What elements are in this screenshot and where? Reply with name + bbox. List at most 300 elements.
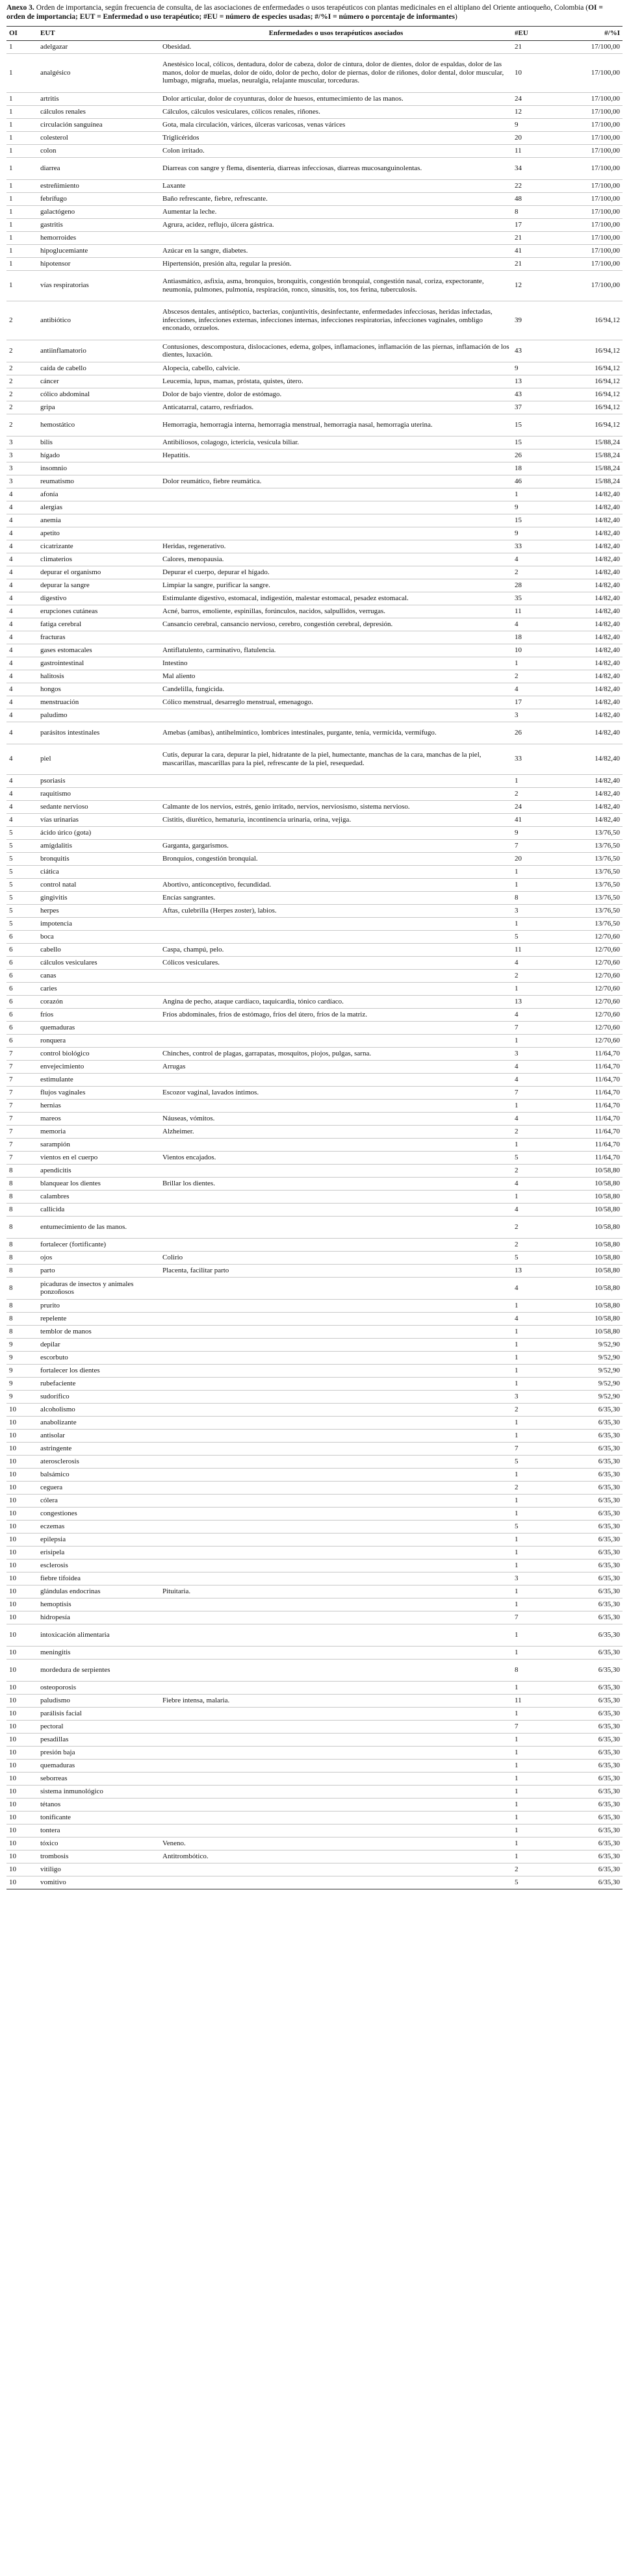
enfermedades-cell: Antiflatulento, carminativo, flatulencia. bbox=[160, 644, 512, 657]
enfermedades-cell bbox=[160, 826, 512, 839]
informantes-cell: 17/100,00 bbox=[576, 157, 623, 179]
enfermedades-cell bbox=[160, 1455, 512, 1468]
oi-cell: 10 bbox=[6, 1455, 38, 1468]
oi-cell: 5 bbox=[6, 904, 38, 917]
eut-cell: callicida bbox=[38, 1203, 160, 1216]
header-eu: #EU bbox=[512, 27, 576, 41]
oi-cell: 1 bbox=[6, 218, 38, 231]
eut-cell: halitosis bbox=[38, 670, 160, 683]
eut-cell: circulación sanguínea bbox=[38, 118, 160, 131]
enfermedades-cell: Intestino bbox=[160, 657, 512, 670]
eut-cell: aterosclerosis bbox=[38, 1455, 160, 1468]
oi-cell: 10 bbox=[6, 1494, 38, 1507]
eu-cell: 3 bbox=[512, 1390, 576, 1403]
informantes-cell: 14/82,40 bbox=[576, 566, 623, 579]
eu-cell: 2 bbox=[512, 670, 576, 683]
eu-cell: 4 bbox=[512, 553, 576, 566]
table-row bbox=[6, 340, 623, 362]
table-row bbox=[6, 1624, 623, 1646]
informantes-cell: 14/82,40 bbox=[576, 618, 623, 631]
eut-cell: depurar la sangre bbox=[38, 579, 160, 592]
informantes-cell: 6/35,30 bbox=[576, 1611, 623, 1624]
eu-cell: 10 bbox=[512, 53, 576, 92]
eut-cell: depurar el organismo bbox=[38, 566, 160, 579]
eut-cell: gastrointestinal bbox=[38, 657, 160, 670]
enfermedades-cell bbox=[160, 1364, 512, 1377]
eu-cell: 33 bbox=[512, 540, 576, 553]
eu-cell: 5 bbox=[512, 1151, 576, 1164]
informantes-cell: 6/35,30 bbox=[576, 1624, 623, 1646]
eut-cell: vitiligo bbox=[38, 1863, 160, 1876]
eu-cell: 1 bbox=[512, 1785, 576, 1798]
eu-cell: 1 bbox=[512, 1468, 576, 1481]
enfermedades-cell bbox=[160, 1442, 512, 1455]
table-row bbox=[6, 878, 623, 891]
informantes-cell: 10/58,80 bbox=[576, 1238, 623, 1251]
eu-cell: 1 bbox=[512, 1325, 576, 1338]
enfermedades-cell: Fiebre intensa, malaria. bbox=[160, 1694, 512, 1707]
oi-cell: 4 bbox=[6, 501, 38, 514]
informantes-cell: 6/35,30 bbox=[576, 1507, 623, 1520]
oi-cell: 8 bbox=[6, 1216, 38, 1238]
eu-cell: 1 bbox=[512, 1798, 576, 1811]
eu-cell: 3 bbox=[512, 709, 576, 722]
oi-cell: 8 bbox=[6, 1277, 38, 1299]
enfermedades-cell bbox=[160, 488, 512, 501]
table-row bbox=[6, 657, 623, 670]
eut-cell: quemaduras bbox=[38, 1021, 160, 1034]
table-row bbox=[6, 501, 623, 514]
enfermedades-cell bbox=[160, 1021, 512, 1034]
oi-cell: 5 bbox=[6, 917, 38, 930]
eu-cell: 7 bbox=[512, 839, 576, 852]
enfermedades-cell bbox=[160, 1238, 512, 1251]
table-row bbox=[6, 1073, 623, 1086]
enfermedades-cell bbox=[160, 1759, 512, 1772]
enfermedades-cell bbox=[160, 1099, 512, 1112]
enfermedades-cell: Bronquios, congestión bronquial. bbox=[160, 852, 512, 865]
enfermedades-cell: Pituitaria. bbox=[160, 1585, 512, 1598]
enfermedades-cell bbox=[160, 1659, 512, 1681]
enfermedades-cell: Triglicéridos bbox=[160, 131, 512, 144]
informantes-cell: 10/58,80 bbox=[576, 1325, 623, 1338]
table-row bbox=[6, 670, 623, 683]
eut-cell: hidropesía bbox=[38, 1611, 160, 1624]
enfermedades-cell: Amebas (amibas), antihelmíntico, lombrices intestinales, purgante, tenia, vermicida, vermífugo. bbox=[160, 722, 512, 744]
caption-label: Anexo 3. bbox=[6, 4, 34, 12]
enfermedades-cell: Abscesos dentales, antiséptico, bacterias, conjuntivitis, desinfectante, enfermedades infecciosas, heridas infectadas, infecciones, infecciones externas, infecciones internas, infecciones respiratorias, infecciones vaginales, ombligo enconado, orzuelos. bbox=[160, 301, 512, 340]
informantes-cell: 10/58,80 bbox=[576, 1216, 623, 1238]
table-row bbox=[6, 787, 623, 800]
oi-cell: 5 bbox=[6, 865, 38, 878]
header-oi: OI bbox=[6, 27, 38, 41]
eu-cell: 4 bbox=[512, 956, 576, 969]
oi-cell: 1 bbox=[6, 270, 38, 301]
enfermedades-cell: Gota, mala circulación, várices, úlceras varicosas, venas várices bbox=[160, 118, 512, 131]
eut-cell: menstruación bbox=[38, 696, 160, 709]
enfermedades-cell: Garganta, gargarismos. bbox=[160, 839, 512, 852]
enfermedades-cell: Hepatitis. bbox=[160, 449, 512, 462]
oi-cell: 8 bbox=[6, 1177, 38, 1190]
eu-cell: 1 bbox=[512, 1416, 576, 1429]
informantes-cell: 14/82,40 bbox=[576, 709, 623, 722]
informantes-cell: 17/100,00 bbox=[576, 231, 623, 244]
eu-cell: 41 bbox=[512, 244, 576, 257]
eu-cell: 1 bbox=[512, 774, 576, 787]
eut-cell: canas bbox=[38, 969, 160, 982]
oi-cell: 9 bbox=[6, 1364, 38, 1377]
oi-cell: 2 bbox=[6, 401, 38, 414]
eut-cell: vientos en el cuerpo bbox=[38, 1151, 160, 1164]
oi-cell: 8 bbox=[6, 1264, 38, 1277]
table-row bbox=[6, 92, 623, 105]
oi-cell: 3 bbox=[6, 462, 38, 475]
oi-cell: 4 bbox=[6, 605, 38, 618]
informantes-cell: 6/35,30 bbox=[576, 1772, 623, 1785]
eut-cell: colesterol bbox=[38, 131, 160, 144]
table-row bbox=[6, 1429, 623, 1442]
informantes-cell: 14/82,40 bbox=[576, 527, 623, 540]
eut-cell: bronquitis bbox=[38, 852, 160, 865]
enfermedades-cell: Cansancio cerebral, cansancio nervioso, cerebro, congestión cerebral, depresión. bbox=[160, 618, 512, 631]
oi-cell: 2 bbox=[6, 414, 38, 436]
usage-table bbox=[6, 26, 623, 1889]
informantes-cell: 12/70,60 bbox=[576, 956, 623, 969]
eu-cell: 9 bbox=[512, 362, 576, 375]
eut-cell: cálculos vesiculares bbox=[38, 956, 160, 969]
informantes-cell: 6/35,30 bbox=[576, 1694, 623, 1707]
eut-cell: osteoporosis bbox=[38, 1681, 160, 1694]
table-row bbox=[6, 1390, 623, 1403]
table-row bbox=[6, 1455, 623, 1468]
informantes-cell: 11/64,70 bbox=[576, 1060, 623, 1073]
header-informantes: #/%I bbox=[576, 27, 623, 41]
enfermedades-cell: Laxante bbox=[160, 179, 512, 192]
enfermedades-cell bbox=[160, 969, 512, 982]
eut-cell: quemaduras bbox=[38, 1759, 160, 1772]
eu-cell: 1 bbox=[512, 982, 576, 995]
enfermedades-cell: Antiasmático, asfixia, asma, bronquios, bronquitis, congestión bronquial, congestión nasal, coriza, expectorante, neumonía, pulmones, pulmonía, respiración, ronco, sinusitis, tos, tos ferina, tuberculosis. bbox=[160, 270, 512, 301]
enfermedades-cell: Mal aliento bbox=[160, 670, 512, 683]
informantes-cell: 12/70,60 bbox=[576, 1021, 623, 1034]
informantes-cell: 16/94,12 bbox=[576, 414, 623, 436]
eut-cell: mordedura de serpientes bbox=[38, 1659, 160, 1681]
table-row bbox=[6, 1646, 623, 1659]
informantes-cell: 14/82,40 bbox=[576, 657, 623, 670]
informantes-cell: 10/58,80 bbox=[576, 1164, 623, 1177]
enfermedades-cell bbox=[160, 1811, 512, 1824]
eu-cell: 1 bbox=[512, 1351, 576, 1364]
oi-cell: 10 bbox=[6, 1811, 38, 1824]
eut-cell: flujos vaginales bbox=[38, 1086, 160, 1099]
eut-cell: climaterios bbox=[38, 553, 160, 566]
table-row bbox=[6, 1216, 623, 1238]
eu-cell: 39 bbox=[512, 301, 576, 340]
oi-cell: 1 bbox=[6, 144, 38, 157]
oi-cell: 10 bbox=[6, 1798, 38, 1811]
eu-cell: 18 bbox=[512, 462, 576, 475]
eu-cell: 4 bbox=[512, 1060, 576, 1073]
eut-cell: seborreas bbox=[38, 1772, 160, 1785]
informantes-cell: 16/94,12 bbox=[576, 362, 623, 375]
eu-cell: 3 bbox=[512, 904, 576, 917]
eu-cell: 1 bbox=[512, 1494, 576, 1507]
eu-cell: 13 bbox=[512, 995, 576, 1008]
enfermedades-cell bbox=[160, 1863, 512, 1876]
table-row bbox=[6, 1585, 623, 1598]
oi-cell: 6 bbox=[6, 1008, 38, 1021]
table-row bbox=[6, 774, 623, 787]
enfermedades-cell: Placenta, facilitar parto bbox=[160, 1264, 512, 1277]
oi-cell: 10 bbox=[6, 1863, 38, 1876]
eu-cell: 20 bbox=[512, 852, 576, 865]
oi-cell: 6 bbox=[6, 1034, 38, 1047]
enfermedades-cell bbox=[160, 1034, 512, 1047]
table-row bbox=[6, 605, 623, 618]
informantes-cell: 17/100,00 bbox=[576, 131, 623, 144]
table-row bbox=[6, 1034, 623, 1047]
oi-cell: 2 bbox=[6, 301, 38, 340]
eu-cell: 37 bbox=[512, 401, 576, 414]
eut-cell: congestiones bbox=[38, 1507, 160, 1520]
table-body bbox=[6, 40, 623, 1889]
table-row bbox=[6, 205, 623, 218]
eu-cell: 1 bbox=[512, 1559, 576, 1572]
eu-cell: 1 bbox=[512, 865, 576, 878]
eu-cell: 2 bbox=[512, 1481, 576, 1494]
informantes-cell: 9/52,90 bbox=[576, 1390, 623, 1403]
table-row bbox=[6, 362, 623, 375]
oi-cell: 3 bbox=[6, 449, 38, 462]
eut-cell: apetito bbox=[38, 527, 160, 540]
eu-cell: 1 bbox=[512, 657, 576, 670]
enfermedades-cell: Abortivo, anticonceptivo, fecundidad. bbox=[160, 878, 512, 891]
oi-cell: 10 bbox=[6, 1624, 38, 1646]
informantes-cell: 14/82,40 bbox=[576, 800, 623, 813]
oi-cell: 1 bbox=[6, 92, 38, 105]
oi-cell: 10 bbox=[6, 1850, 38, 1863]
oi-cell: 4 bbox=[6, 527, 38, 540]
eut-cell: presión baja bbox=[38, 1746, 160, 1759]
eu-cell: 2 bbox=[512, 566, 576, 579]
enfermedades-cell: Heridas, regenerativo. bbox=[160, 540, 512, 553]
eut-cell: antisolar bbox=[38, 1429, 160, 1442]
eut-cell: antiinflamatorio bbox=[38, 340, 160, 362]
table-row bbox=[6, 709, 623, 722]
eu-cell: 1 bbox=[512, 1507, 576, 1520]
eut-cell: vomitivo bbox=[38, 1876, 160, 1889]
table-row bbox=[6, 179, 623, 192]
eut-cell: hernias bbox=[38, 1099, 160, 1112]
eut-cell: amígdalitis bbox=[38, 839, 160, 852]
informantes-cell: 14/82,40 bbox=[576, 722, 623, 744]
oi-cell: 9 bbox=[6, 1351, 38, 1364]
eut-cell: colon bbox=[38, 144, 160, 157]
oi-cell: 6 bbox=[6, 930, 38, 943]
oi-cell: 10 bbox=[6, 1837, 38, 1850]
oi-cell: 4 bbox=[6, 540, 38, 553]
enfermedades-cell: Vientos encajados. bbox=[160, 1151, 512, 1164]
enfermedades-cell bbox=[160, 1481, 512, 1494]
eut-cell: fiebre tifoidea bbox=[38, 1572, 160, 1585]
eu-cell: 2 bbox=[512, 1164, 576, 1177]
table-row bbox=[6, 722, 623, 744]
table-row bbox=[6, 436, 623, 449]
oi-cell: 10 bbox=[6, 1429, 38, 1442]
informantes-cell: 13/76,50 bbox=[576, 839, 623, 852]
informantes-cell: 14/82,40 bbox=[576, 488, 623, 501]
informantes-cell: 6/35,30 bbox=[576, 1494, 623, 1507]
eut-cell: control natal bbox=[38, 878, 160, 891]
table-row bbox=[6, 1520, 623, 1533]
enfermedades-cell: Antibiliosos, colagogo, ictericia, vesícula biliar. bbox=[160, 436, 512, 449]
informantes-cell: 17/100,00 bbox=[576, 92, 623, 105]
eu-cell: 28 bbox=[512, 579, 576, 592]
eut-cell: eczemas bbox=[38, 1520, 160, 1533]
table-row bbox=[6, 1403, 623, 1416]
informantes-cell: 14/82,40 bbox=[576, 744, 623, 774]
table-row bbox=[6, 1060, 623, 1073]
enfermedades-cell bbox=[160, 1216, 512, 1238]
eut-cell: erisipela bbox=[38, 1546, 160, 1559]
table-row bbox=[6, 1707, 623, 1720]
enfermedades-cell bbox=[160, 1785, 512, 1798]
table-row bbox=[6, 1746, 623, 1759]
informantes-cell: 12/70,60 bbox=[576, 943, 623, 956]
informantes-cell: 11/64,70 bbox=[576, 1125, 623, 1138]
table-row bbox=[6, 40, 623, 53]
oi-cell: 10 bbox=[6, 1403, 38, 1416]
table-row bbox=[6, 192, 623, 205]
eut-cell: blanquear los dientes bbox=[38, 1177, 160, 1190]
eut-cell: hipotensor bbox=[38, 257, 160, 270]
informantes-cell: 10/58,80 bbox=[576, 1277, 623, 1299]
eu-cell: 9 bbox=[512, 118, 576, 131]
oi-cell: 4 bbox=[6, 696, 38, 709]
eut-cell: mareos bbox=[38, 1112, 160, 1125]
table-row bbox=[6, 1203, 623, 1216]
eu-cell: 7 bbox=[512, 1086, 576, 1099]
enfermedades-cell: Cólicos vesiculares. bbox=[160, 956, 512, 969]
table-caption bbox=[6, 4, 623, 21]
informantes-cell: 12/70,60 bbox=[576, 995, 623, 1008]
caption-text: Orden de importancia, según frecuencia de consulta, de las asociaciones de enfermedades o usos terapéuticos con plantas medicinales en el altiplano del Oriente antioqueño, Colombia ( bbox=[34, 4, 589, 12]
table-row bbox=[6, 1338, 623, 1351]
eu-cell: 17 bbox=[512, 696, 576, 709]
informantes-cell: 6/35,30 bbox=[576, 1811, 623, 1824]
eu-cell: 26 bbox=[512, 722, 576, 744]
eu-cell: 5 bbox=[512, 1455, 576, 1468]
eut-cell: sistema inmunológico bbox=[38, 1785, 160, 1798]
enfermedades-cell bbox=[160, 1707, 512, 1720]
informantes-cell: 11/64,70 bbox=[576, 1099, 623, 1112]
table-row bbox=[6, 1008, 623, 1021]
table-row bbox=[6, 1099, 623, 1112]
oi-cell: 10 bbox=[6, 1681, 38, 1694]
enfermedades-cell bbox=[160, 231, 512, 244]
enfermedades-cell bbox=[160, 514, 512, 527]
eut-cell: piel bbox=[38, 744, 160, 774]
oi-cell: 5 bbox=[6, 891, 38, 904]
oi-cell: 10 bbox=[6, 1598, 38, 1611]
table-row bbox=[6, 514, 623, 527]
oi-cell: 4 bbox=[6, 488, 38, 501]
table-row bbox=[6, 105, 623, 118]
eu-cell: 11 bbox=[512, 605, 576, 618]
informantes-cell: 17/100,00 bbox=[576, 118, 623, 131]
table-row bbox=[6, 1572, 623, 1585]
enfermedades-cell: Alopecia, cabello, calvicie. bbox=[160, 362, 512, 375]
informantes-cell: 14/82,40 bbox=[576, 644, 623, 657]
eu-cell: 2 bbox=[512, 1863, 576, 1876]
eu-cell: 5 bbox=[512, 930, 576, 943]
oi-cell: 6 bbox=[6, 995, 38, 1008]
eu-cell: 24 bbox=[512, 92, 576, 105]
eu-cell: 1 bbox=[512, 1772, 576, 1785]
eut-cell: herpes bbox=[38, 904, 160, 917]
eu-cell: 26 bbox=[512, 449, 576, 462]
caption-legend: OI = orden de importancia; EUT = Enfermedad o uso terapéutico; #EU = número de especies usadas; #/%I = número o porcentaje de informantes bbox=[6, 4, 603, 21]
enfermedades-cell bbox=[160, 1325, 512, 1338]
oi-cell: 6 bbox=[6, 1021, 38, 1034]
informantes-cell: 12/70,60 bbox=[576, 969, 623, 982]
informantes-cell: 10/58,80 bbox=[576, 1251, 623, 1264]
eu-cell: 4 bbox=[512, 1177, 576, 1190]
eu-cell: 1 bbox=[512, 1533, 576, 1546]
informantes-cell: 17/100,00 bbox=[576, 53, 623, 92]
oi-cell: 7 bbox=[6, 1099, 38, 1112]
eu-cell: 7 bbox=[512, 1611, 576, 1624]
eu-cell: 4 bbox=[512, 1277, 576, 1299]
table-row bbox=[6, 1277, 623, 1299]
eut-cell: tóxico bbox=[38, 1837, 160, 1850]
enfermedades-cell bbox=[160, 787, 512, 800]
eu-cell: 1 bbox=[512, 1759, 576, 1772]
oi-cell: 5 bbox=[6, 852, 38, 865]
table-header bbox=[6, 27, 623, 41]
informantes-cell: 10/58,80 bbox=[576, 1203, 623, 1216]
oi-cell: 1 bbox=[6, 244, 38, 257]
oi-cell: 10 bbox=[6, 1520, 38, 1533]
eu-cell: 17 bbox=[512, 218, 576, 231]
table-row bbox=[6, 865, 623, 878]
oi-cell: 3 bbox=[6, 475, 38, 488]
oi-cell: 2 bbox=[6, 340, 38, 362]
oi-cell: 10 bbox=[6, 1416, 38, 1429]
eut-cell: tontera bbox=[38, 1824, 160, 1837]
eu-cell: 3 bbox=[512, 1572, 576, 1585]
eu-cell: 43 bbox=[512, 340, 576, 362]
informantes-cell: 6/35,30 bbox=[576, 1837, 623, 1850]
oi-cell: 1 bbox=[6, 105, 38, 118]
enfermedades-cell bbox=[160, 1611, 512, 1624]
enfermedades-cell: Cistitis, diurético, hematuria, incontinencia urinaria, orina, vejiga. bbox=[160, 813, 512, 826]
oi-cell: 7 bbox=[6, 1125, 38, 1138]
table-row bbox=[6, 930, 623, 943]
enfermedades-cell bbox=[160, 527, 512, 540]
enfermedades-cell: Dolor reumático, fiebre reumática. bbox=[160, 475, 512, 488]
oi-cell: 10 bbox=[6, 1611, 38, 1624]
eut-cell: hipoglucemiante bbox=[38, 244, 160, 257]
table-row bbox=[6, 540, 623, 553]
eu-cell: 4 bbox=[512, 1112, 576, 1125]
eu-cell: 11 bbox=[512, 144, 576, 157]
informantes-cell: 6/35,30 bbox=[576, 1403, 623, 1416]
table-row bbox=[6, 943, 623, 956]
enfermedades-cell bbox=[160, 1468, 512, 1481]
enfermedades-cell: Leucemia, lupus, mamas, próstata, quistes, útero. bbox=[160, 375, 512, 388]
informantes-cell: 17/100,00 bbox=[576, 244, 623, 257]
